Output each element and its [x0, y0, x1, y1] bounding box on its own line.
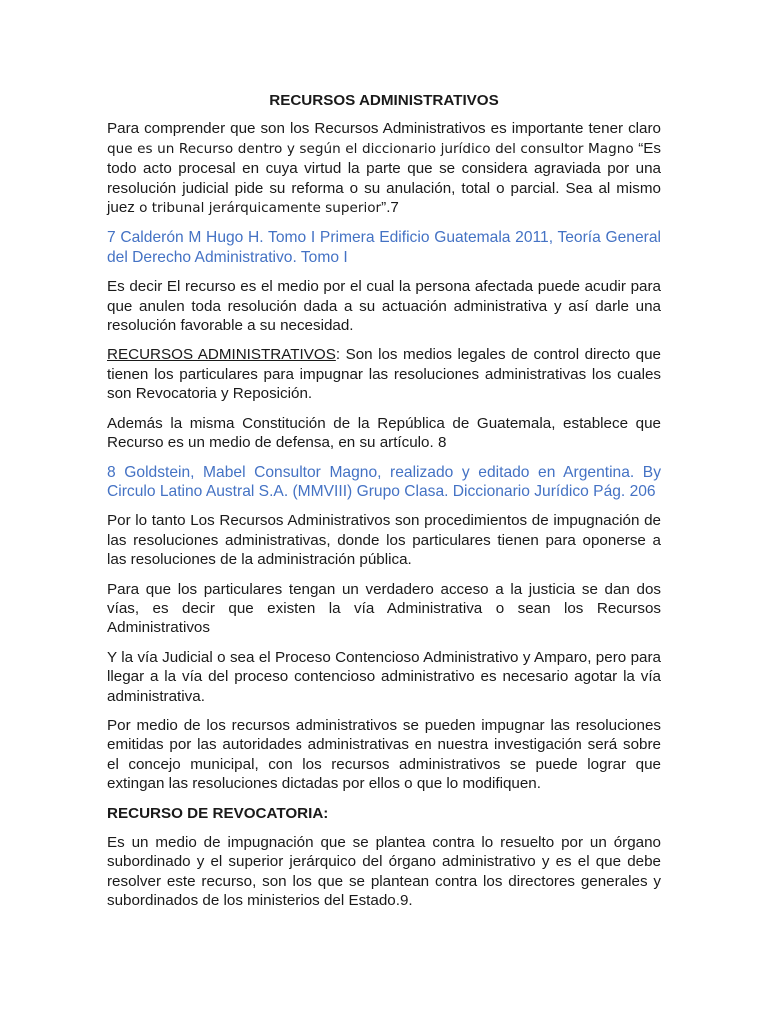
paragraph-via-judicial: Y la vía Judicial o sea el Proceso Contencioso Administrativo y Amparo, pero para llegar a la vía del proceso contencioso administrativo es necesario agotar la vía administrativa. — [107, 648, 661, 705]
paragraph-definition: Es decir El recurso es el medio por el cual la persona afectada puede acudir para que anulen toda resolución dada a su actuación administrativa y así darle una resolución favorable a su necesidad. — [107, 278, 661, 335]
paragraph-revocatoria: Es un medio de impugnación que se plantea contra lo resuelto por un órgano subordinado y el superior jerárquico del órgano administrativo y es el que debe resolver este recurso, son los que se plantean contra los directores generales y subordinados de los ministerios del Estado.9. — [107, 834, 661, 910]
paragraph-intro-part-d: o tribunal jerárquicamente superior — [139, 200, 382, 217]
paragraph-intro-part-e: ”.7 — [381, 199, 399, 217]
paragraph-intro-part-a: Para comprender que son los Recursos Administrativos es importante tener claro — [107, 120, 661, 138]
paragraph-constitucion: Además la misma Constitución de la República de Guatemala, establece que Recurso es un medio de defensa, en su artículo. 8 — [107, 414, 661, 452]
paragraph-intro-part-b: que es un Recurso dentro y según el diccionario jurídico del consultor Magno — [107, 140, 639, 157]
section-heading-revocatoria: RECURSO DE REVOCATORIA: — [107, 804, 329, 822]
paragraph-impugnar: Por medio de los recursos administrativos se pueden impugnar las resoluciones emitidas por las autoridades administrativas en nuestra investigación será sobre el concejo municipal, con los recursos administrativos se puede lograr que extingan las resoluciones dictadas por ellos o que lo modifiquen. — [107, 716, 661, 793]
footnote-7: 7 Calderón M Hugo H. Tomo I Primera Edificio Guatemala 2011, Teoría General del Derecho Administrativo. Tomo I — [107, 229, 661, 266]
page-title: RECURSOS ADMINISTRATIVOS — [269, 92, 499, 109]
paragraph-procedimientos: Por lo tanto Los Recursos Administrativos son procedimientos de impugnación de las resoluciones administrativas, donde los particulares tienen para oponerse a las resoluciones de la administración pública. — [107, 512, 661, 569]
recursos-text: : Son los medios legales de control directo que tienen los particulares para impugnar las resoluciones administrativas los cuales son Revocatoria y Reposición. — [107, 346, 661, 403]
paragraph-recursos — [107, 345, 661, 403]
paragraph-intro — [107, 119, 661, 218]
paragraph-intro-part-c: “Es todo acto procesal en cuya virtud la parte que se considera agraviada por una resolución judicial pide su reforma o su anulación, total o parcial. Sea al mismo juez — [107, 139, 661, 217]
document-page — [107, 91, 661, 921]
paragraph-vias: Para que los particulares tengan un verdadero acceso a la justicia se dan dos vías, es decir que existen la vía Administrativa o sean los Recursos Administrativos — [107, 580, 661, 637]
footnote-8: 8 Goldstein, Mabel Consultor Magno, realizado y editado en Argentina. By Circulo Latino Austral S.A. (MMVIII) Grupo Clasa. Diccionario Jurídico Pág. 206 — [107, 463, 661, 500]
recursos-label: RECURSOS ADMINISTRATIVOS — [107, 346, 336, 364]
